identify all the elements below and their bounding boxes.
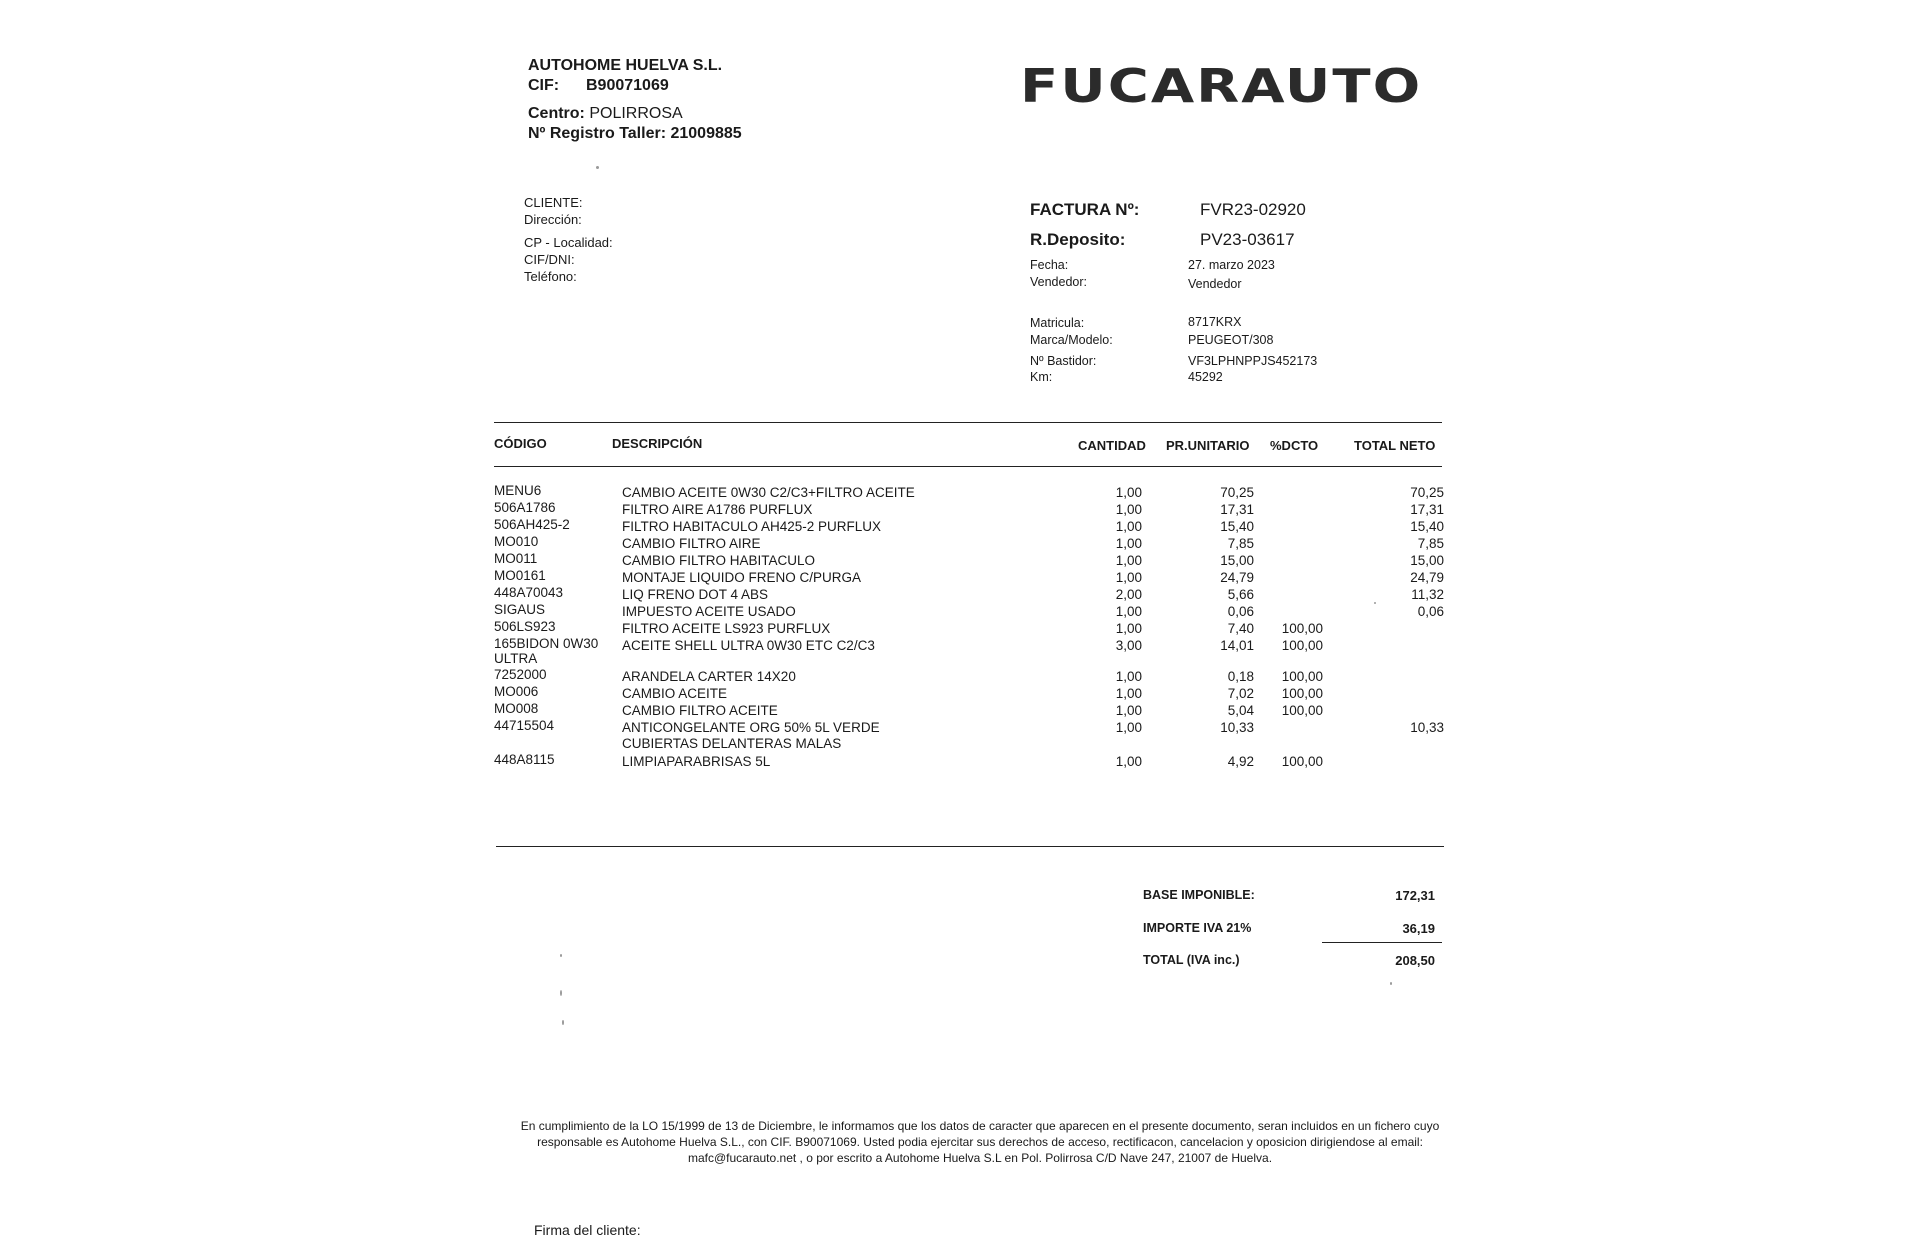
row-cantidad: 1,00 bbox=[1115, 720, 1142, 735]
row-unitario: 15,00 bbox=[1220, 553, 1254, 568]
row-dcto: 100,00 bbox=[1281, 754, 1323, 769]
scan-speck bbox=[560, 990, 562, 996]
row-cantidad: 1,00 bbox=[1115, 686, 1142, 701]
row-total: 15,40 bbox=[1410, 519, 1444, 534]
row-total: 15,00 bbox=[1410, 553, 1444, 568]
scan-speck bbox=[1390, 982, 1392, 985]
legal-notice: En cumplimiento de la LO 15/1999 de 13 de Diciembre, le informamos que los datos de caracter que aparecen en el presente documento, seran incluidos en un fichero cuyo responsable es Autohome Huelva S.L., con CIF. B90071069. Usted podia ejercitar sus derechos de acceso, rectificacon, cancelacion y oposicion dirigiendose al email: mafc@fucarauto.net , o por escrito a Autohome Huelva S.L en Pol. Polirrosa C/D Nave 247, 21007 de Huelva. bbox=[520, 1119, 1440, 1165]
vendedor-value: Vendedor bbox=[1188, 277, 1242, 291]
col-total-header: TOTAL NETO bbox=[1354, 438, 1436, 453]
row-cantidad: 2,00 bbox=[1115, 587, 1142, 602]
row-descripcion: CAMBIO FILTRO ACEITE bbox=[622, 703, 778, 718]
scan-speck bbox=[1374, 602, 1376, 604]
row-descripcion: CAMBIO ACEITE bbox=[622, 686, 728, 701]
row-dcto: 100,00 bbox=[1281, 621, 1323, 636]
row-total: 17,31 bbox=[1410, 502, 1444, 517]
row-cantidad: 1,00 bbox=[1115, 703, 1142, 718]
row-codigo: SIGAUS bbox=[494, 602, 546, 617]
row-unitario: 70,25 bbox=[1220, 485, 1254, 500]
company-name: AUTOHOME HUELVA S.L. bbox=[528, 57, 723, 74]
row-cantidad: 1,00 bbox=[1115, 570, 1142, 585]
cif-dni-label: CIF/DNI: bbox=[524, 252, 575, 267]
col-codigo-header: CÓDIGO bbox=[494, 436, 547, 451]
company-cif-value: B90071069 bbox=[586, 77, 669, 94]
row-unitario: 10,33 bbox=[1220, 720, 1254, 735]
table-header-rule bbox=[494, 466, 1442, 467]
row-unitario: 15,40 bbox=[1220, 519, 1254, 534]
totals-rule bbox=[1322, 942, 1442, 943]
marca-value: PEUGEOT/308 bbox=[1188, 333, 1274, 347]
row-cantidad: 1,00 bbox=[1115, 669, 1142, 684]
row-codigo: MO010 bbox=[494, 534, 539, 549]
col-descripcion-header: DESCRIPCIÓN bbox=[612, 436, 703, 451]
row-cantidad: 1,00 bbox=[1115, 754, 1142, 769]
row-unitario: 7,02 bbox=[1227, 686, 1254, 701]
row-total: 11,32 bbox=[1411, 587, 1444, 602]
row-dcto: 100,00 bbox=[1281, 638, 1323, 653]
row-unitario: 7,40 bbox=[1227, 621, 1254, 636]
row-total: 24,79 bbox=[1410, 570, 1444, 585]
company-registro-value: 21009885 bbox=[670, 125, 742, 142]
row-codigo: 448A8115 bbox=[494, 752, 555, 767]
total-label: TOTAL (IVA inc.) bbox=[1143, 953, 1240, 967]
bastidor-label: Nº Bastidor: bbox=[1030, 354, 1097, 368]
row-cantidad: 1,00 bbox=[1115, 621, 1142, 636]
col-unitario-header: PR.UNITARIO bbox=[1166, 438, 1250, 453]
row-cantidad: 1,00 bbox=[1115, 604, 1142, 619]
row-descripcion: CAMBIO FILTRO HABITACULO bbox=[622, 553, 816, 568]
fecha-label: Fecha: bbox=[1030, 258, 1069, 272]
row-descripcion: CAMBIO ACEITE 0W30 C2/C3+FILTRO ACEITE bbox=[622, 485, 915, 500]
fucarauto-logo: FUCARAUTO bbox=[1020, 60, 1423, 114]
matricula-value: 8717KRX bbox=[1188, 315, 1242, 329]
fecha-value: 27. marzo 2023 bbox=[1188, 258, 1275, 272]
row-descripcion: FILTRO ACEITE LS923 PURFLUX bbox=[622, 621, 831, 636]
row-descripcion: FILTRO AIRE A1786 PURFLUX bbox=[622, 502, 813, 517]
row-codigo: MO0161 bbox=[494, 568, 546, 583]
company-centro bbox=[528, 104, 742, 124]
row-descripcion: FILTRO HABITACULO AH425-2 PURFLUX bbox=[622, 519, 882, 534]
table-top-rule bbox=[494, 422, 1442, 423]
row-unitario: 0,18 bbox=[1227, 669, 1254, 684]
iva-value: 36,19 bbox=[1402, 921, 1435, 936]
direccion-label: Dirección: bbox=[524, 212, 582, 227]
row-codigo: 506LS923 bbox=[494, 619, 556, 634]
row-descripcion: MONTAJE LIQUIDO FRENO C/PURGA bbox=[622, 570, 862, 585]
row-cantidad: 1,00 bbox=[1115, 553, 1142, 568]
row-dcto: 100,00 bbox=[1281, 686, 1323, 701]
row-descripcion: IMPUESTO ACEITE USADO bbox=[622, 604, 796, 619]
total-value: 208,50 bbox=[1395, 953, 1435, 968]
company-registro-label: Nº Registro Taller: bbox=[528, 125, 667, 142]
row-unitario: 5,66 bbox=[1227, 587, 1254, 602]
row-codigo: 7252000 bbox=[494, 667, 547, 682]
row-total: 0,06 bbox=[1417, 604, 1444, 619]
row-descripcion: CAMBIO FILTRO AIRE bbox=[622, 536, 761, 551]
km-label: Km: bbox=[1030, 370, 1053, 384]
base-imponible-value: 172,31 bbox=[1395, 888, 1435, 903]
client-block bbox=[524, 194, 613, 285]
marca-label: Marca/Modelo: bbox=[1030, 333, 1113, 347]
row-descripcion-cont: CUBIERTAS DELANTERAS MALAS bbox=[622, 736, 842, 751]
row-unitario: 4,92 bbox=[1227, 754, 1254, 769]
company-centro-value: POLIRROSA bbox=[589, 105, 683, 122]
row-codigo: 506A1786 bbox=[494, 500, 556, 515]
row-dcto: 100,00 bbox=[1281, 703, 1323, 718]
row-codigo-cont: ULTRA bbox=[494, 651, 538, 666]
row-total: 70,25 bbox=[1410, 485, 1444, 500]
km-value: 45292 bbox=[1188, 370, 1223, 384]
scan-speck bbox=[596, 166, 599, 169]
row-cantidad: 1,00 bbox=[1115, 536, 1142, 551]
company-cif-label: CIF: bbox=[528, 77, 560, 94]
row-descripcion: ARANDELA CARTER 14X20 bbox=[622, 669, 796, 684]
row-unitario: 17,31 bbox=[1220, 502, 1254, 517]
row-codigo: MO011 bbox=[494, 551, 538, 566]
row-codigo: 506AH425-2 bbox=[494, 517, 570, 532]
row-codigo: 165BIDON 0W30 bbox=[494, 636, 599, 651]
row-cantidad: 1,00 bbox=[1115, 502, 1142, 517]
cliente-label: CLIENTE: bbox=[524, 195, 583, 210]
row-unitario: 5,04 bbox=[1227, 703, 1254, 718]
scan-speck bbox=[560, 954, 562, 957]
row-descripcion: ANTICONGELANTE ORG 50% 5L VERDE bbox=[622, 720, 880, 735]
scan-speck bbox=[562, 1020, 564, 1025]
cp-localidad-label: CP - Localidad: bbox=[524, 235, 613, 250]
firma-label: Firma del cliente: bbox=[534, 1222, 641, 1238]
row-cantidad: 3,00 bbox=[1115, 638, 1142, 653]
row-descripcion: ACEITE SHELL ULTRA 0W30 ETC C2/C3 bbox=[622, 638, 875, 653]
row-unitario: 0,06 bbox=[1227, 604, 1254, 619]
vendedor-label: Vendedor: bbox=[1030, 275, 1087, 289]
col-cantidad-header: CANTIDAD bbox=[1078, 438, 1146, 453]
table-bottom-rule bbox=[496, 846, 1444, 847]
factura-number: FVR23-02920 bbox=[1200, 200, 1306, 219]
matricula-label: Matricula: bbox=[1030, 316, 1085, 330]
row-descripcion: LIQ FRENO DOT 4 ABS bbox=[622, 587, 769, 602]
row-descripcion: LIMPIAPARABRISAS 5L bbox=[622, 754, 771, 769]
deposito-label: R.Deposito: bbox=[1030, 230, 1126, 249]
company-header bbox=[528, 56, 742, 144]
row-unitario: 14,01 bbox=[1220, 638, 1254, 653]
row-dcto: 100,00 bbox=[1281, 669, 1323, 684]
col-dcto-header: %DCTO bbox=[1270, 438, 1319, 453]
row-total: 10,33 bbox=[1410, 720, 1444, 735]
row-unitario: 7,85 bbox=[1227, 536, 1254, 551]
row-codigo: MENU6 bbox=[494, 483, 542, 498]
row-codigo: MO006 bbox=[494, 684, 539, 699]
row-unitario: 24,79 bbox=[1220, 570, 1254, 585]
company-cif bbox=[528, 76, 742, 96]
company-centro-label: Centro: bbox=[528, 105, 585, 122]
row-codigo: MO008 bbox=[494, 701, 539, 716]
row-codigo: 44715504 bbox=[494, 718, 555, 733]
row-total: 7,85 bbox=[1417, 536, 1444, 551]
row-cantidad: 1,00 bbox=[1115, 485, 1142, 500]
base-imponible-label: BASE IMPONIBLE: bbox=[1143, 888, 1255, 902]
telefono-label: Teléfono: bbox=[524, 269, 577, 284]
deposito-number: PV23-03617 bbox=[1200, 230, 1295, 249]
company-registro bbox=[528, 124, 742, 144]
factura-label: FACTURA Nº: bbox=[1030, 200, 1140, 219]
row-codigo: 448A70043 bbox=[494, 585, 564, 600]
row-cantidad: 1,00 bbox=[1115, 519, 1142, 534]
bastidor-value: VF3LPHNPPJS452173 bbox=[1188, 354, 1318, 368]
iva-label: IMPORTE IVA 21% bbox=[1143, 921, 1252, 935]
